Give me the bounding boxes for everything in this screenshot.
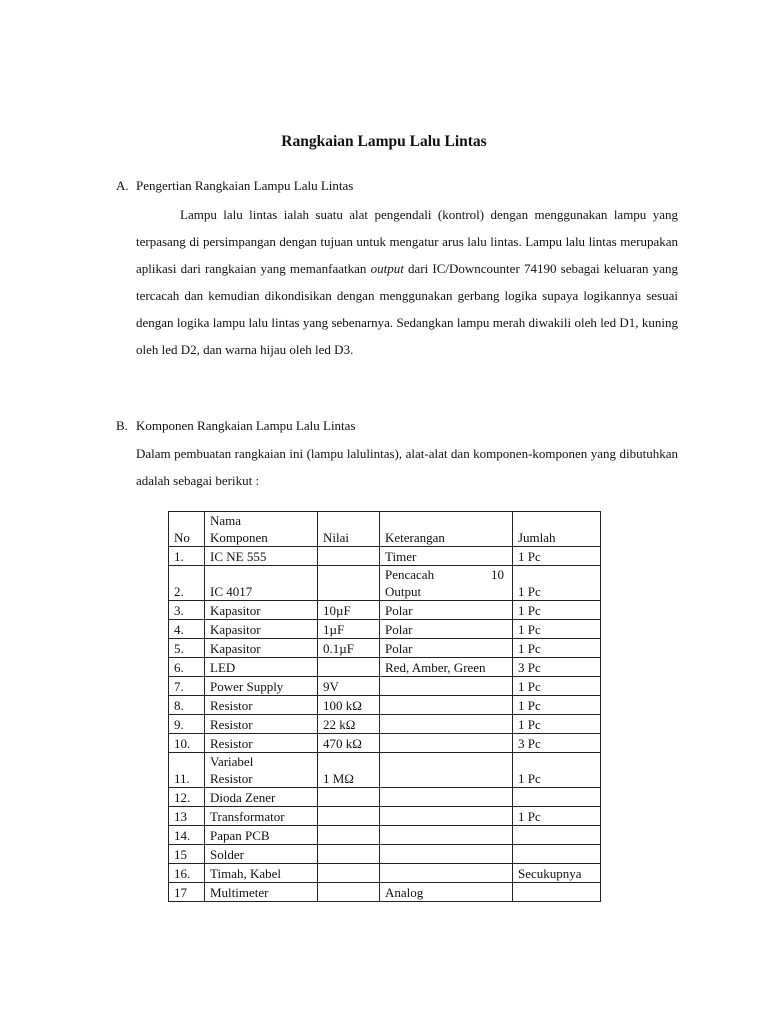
cell-desc <box>380 753 513 788</box>
section-b-heading <box>116 418 356 434</box>
cell-value: 10µF <box>318 601 380 620</box>
cell-name: Timah, Kabel <box>205 864 318 883</box>
cell-qty: 1 Pc <box>513 620 601 639</box>
cell-no: 4. <box>169 620 205 639</box>
cell-qty: 1 Pc <box>513 677 601 696</box>
cell-desc <box>380 734 513 753</box>
cell-no: 11. <box>169 753 205 788</box>
cell-desc: Polar <box>380 639 513 658</box>
cell-qty: 1 Pc <box>513 807 601 826</box>
cell-qty: 1 Pc <box>513 566 601 601</box>
cell-desc: Timer <box>380 547 513 566</box>
cell-value <box>318 658 380 677</box>
cell-desc <box>380 696 513 715</box>
cell-value: 0.1µF <box>318 639 380 658</box>
cell-qty: 1 Pc <box>513 547 601 566</box>
cell-no: 12. <box>169 788 205 807</box>
cell-no: 13 <box>169 807 205 826</box>
section-a-paragraph <box>136 201 678 363</box>
table-row <box>169 601 601 620</box>
components-table <box>168 511 601 902</box>
cell-no: 9. <box>169 715 205 734</box>
cell-name: Resistor <box>205 734 318 753</box>
cell-qty: 3 Pc <box>513 734 601 753</box>
table-row <box>169 788 601 807</box>
cell-value <box>318 845 380 864</box>
cell-no: 14. <box>169 826 205 845</box>
cell-name: LED <box>205 658 318 677</box>
cell-desc <box>380 807 513 826</box>
table-row <box>169 620 601 639</box>
cell-name: Resistor <box>205 715 318 734</box>
table-header-row <box>169 512 601 547</box>
cell-no: 2. <box>169 566 205 601</box>
table-row <box>169 566 601 601</box>
cell-no: 6. <box>169 658 205 677</box>
cell-qty: 1 Pc <box>513 696 601 715</box>
cell-value <box>318 883 380 902</box>
header-value: Nilai <box>318 512 380 547</box>
table-row <box>169 658 601 677</box>
table-row <box>169 883 601 902</box>
cell-value: 9V <box>318 677 380 696</box>
cell-no: 15 <box>169 845 205 864</box>
section-a-letter: A. <box>116 178 129 193</box>
cell-name: Papan PCB <box>205 826 318 845</box>
section-a-italic-word: output <box>370 261 404 276</box>
section-a-text-1: Lampu lalu lintas ialah suatu alat pengendali (kontrol) dengan menggunakan lampu yang terpasang di persimpangan dengan tujuan untuk mengatur arus lalu lintas. Lampu lalu lintas merupakan aplikasi dari rangkaian yang memanfaatkan <box>136 207 678 276</box>
cell-desc: Analog <box>380 883 513 902</box>
cell-desc <box>380 864 513 883</box>
cell-name: Power Supply <box>205 677 318 696</box>
cell-desc: Red, Amber, Green <box>380 658 513 677</box>
table-row <box>169 845 601 864</box>
table-row <box>169 715 601 734</box>
cell-value: 470 kΩ <box>318 734 380 753</box>
cell-qty <box>513 845 601 864</box>
cell-value <box>318 807 380 826</box>
section-a-title: Pengertian Rangkaian Lampu Lalu Lintas <box>136 178 354 193</box>
table-row <box>169 696 601 715</box>
cell-value <box>318 864 380 883</box>
cell-no: 10. <box>169 734 205 753</box>
cell-no: 7. <box>169 677 205 696</box>
cell-name: Solder <box>205 845 318 864</box>
cell-qty <box>513 788 601 807</box>
cell-no: 8. <box>169 696 205 715</box>
cell-qty: 1 Pc <box>513 601 601 620</box>
cell-qty <box>513 883 601 902</box>
header-desc: Keterangan <box>380 512 513 547</box>
cell-no: 5. <box>169 639 205 658</box>
cell-name: Kapasitor <box>205 601 318 620</box>
cell-no: 3. <box>169 601 205 620</box>
cell-value <box>318 547 380 566</box>
cell-qty: 3 Pc <box>513 658 601 677</box>
table-row <box>169 639 601 658</box>
table-row <box>169 826 601 845</box>
cell-desc: Polar <box>380 620 513 639</box>
cell-desc <box>380 788 513 807</box>
cell-value <box>318 826 380 845</box>
cell-name: Kapasitor <box>205 620 318 639</box>
cell-name: IC NE 555 <box>205 547 318 566</box>
section-b-paragraph: Dalam pembuatan rangkaian ini (lampu lalulintas), alat-alat dan komponen-komponen yang dibutuhkan adalah sebagai berikut : <box>136 446 678 488</box>
cell-value: 100 kΩ <box>318 696 380 715</box>
cell-desc <box>380 677 513 696</box>
cell-value <box>318 788 380 807</box>
cell-no: 17 <box>169 883 205 902</box>
table-row <box>169 807 601 826</box>
cell-desc <box>380 715 513 734</box>
table-row <box>169 753 601 788</box>
section-b-letter: B. <box>116 418 128 433</box>
cell-desc: Pencacah 10 Output <box>380 566 513 601</box>
cell-qty: 1 Pc <box>513 753 601 788</box>
cell-value <box>318 566 380 601</box>
table-row <box>169 677 601 696</box>
cell-qty <box>513 826 601 845</box>
cell-name: Variabel Resistor <box>205 753 318 788</box>
cell-name: Transformator <box>205 807 318 826</box>
cell-value: 1µF <box>318 620 380 639</box>
page-title: Rangkaian Lampu Lalu Lintas <box>281 133 487 150</box>
table-row <box>169 864 601 883</box>
cell-value: 1 MΩ <box>318 753 380 788</box>
cell-name: IC 4017 <box>205 566 318 601</box>
cell-value: 22 kΩ <box>318 715 380 734</box>
header-no: No <box>169 512 205 547</box>
header-qty: Jumlah <box>513 512 601 547</box>
section-b-title: Komponen Rangkaian Lampu Lalu Lintas <box>136 418 356 433</box>
cell-name: Multimeter <box>205 883 318 902</box>
cell-name: Kapasitor <box>205 639 318 658</box>
table-row <box>169 547 601 566</box>
cell-name: Resistor <box>205 696 318 715</box>
cell-name: Dioda Zener <box>205 788 318 807</box>
cell-qty: Secukupnya <box>513 864 601 883</box>
cell-no: 16. <box>169 864 205 883</box>
section-a-heading <box>116 178 353 194</box>
header-name: Nama Komponen <box>205 512 318 547</box>
cell-qty: 1 Pc <box>513 639 601 658</box>
cell-desc: Polar <box>380 601 513 620</box>
section-a-text-2: dari IC/Downcounter 74190 sebagai keluaran yang tercacah dan kemudian dikondisikan dengan menggunakan gerbang logika supaya logikannya sesuai dengan logika lampu lalu lintas yang sebenarnya. Sedangkan lampu merah diwakili oleh led D1, kuning oleh led D2, dan warna hijau oleh led D3. <box>136 261 678 357</box>
cell-no: 1. <box>169 547 205 566</box>
cell-desc <box>380 826 513 845</box>
table-row <box>169 734 601 753</box>
cell-qty: 1 Pc <box>513 715 601 734</box>
cell-desc <box>380 845 513 864</box>
